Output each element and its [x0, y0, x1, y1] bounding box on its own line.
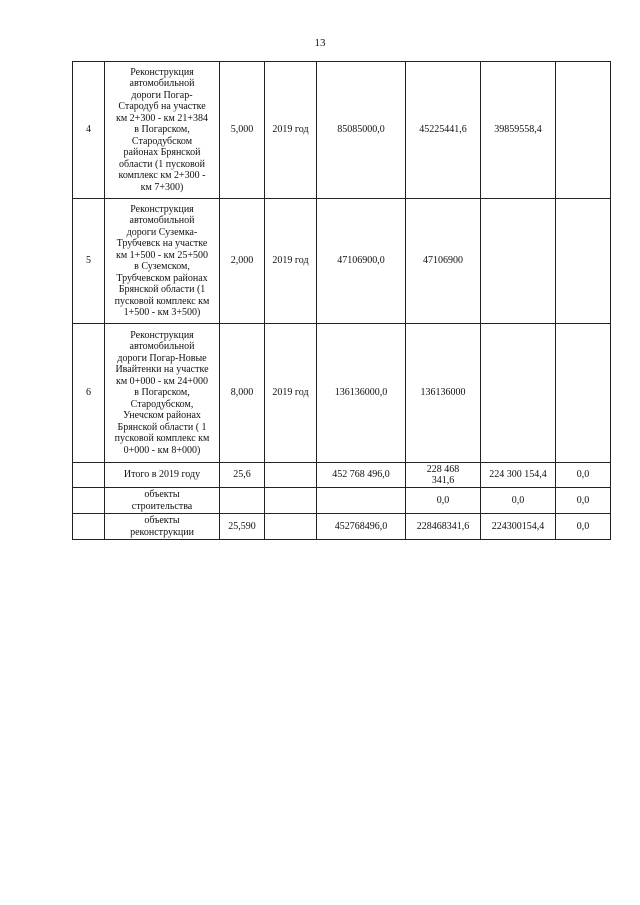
empty-cell: [220, 488, 265, 514]
year-cell: 2019 год: [265, 62, 317, 199]
empty-cell: [265, 514, 317, 540]
funding-3-cell: [556, 324, 611, 463]
length-cell: 8,000: [220, 324, 265, 463]
reconstruction-funding-2: 224300154,4: [481, 514, 556, 540]
road-reconstruction-table: [72, 61, 611, 540]
empty-cell: [73, 463, 105, 488]
funding-2-cell: [481, 324, 556, 463]
length-cell: 5,000: [220, 62, 265, 199]
object-name: Реконструкция автомобильной дороги Погар-Новые Ивайтенки на участке км 0+000 - км 24+000 в Погарском, Стародубском, Унечском районах Брянской области ( 1 пусковой комплекс км 0+000 - км 8+000): [105, 324, 220, 463]
page-number: 13: [314, 37, 326, 49]
funding-3-cell: [556, 199, 611, 324]
table-row: [73, 324, 611, 463]
reconstruction-funding-1: 228468341,6: [406, 514, 481, 540]
row-number: 5: [73, 199, 105, 324]
reconstruction-row: [73, 514, 611, 540]
construction-funding-3: 0,0: [556, 488, 611, 514]
funding-1-cell: 47106900: [406, 199, 481, 324]
funding-1-cell: 136136000: [406, 324, 481, 463]
empty-cell: [317, 488, 406, 514]
total-cost-cell: 85085000,0: [317, 62, 406, 199]
funding-2-cell: [481, 199, 556, 324]
funding-1-cell: 45225441,6: [406, 62, 481, 199]
totals-label: Итого в 2019 году: [105, 463, 220, 488]
total-cost-cell: 136136000,0: [317, 324, 406, 463]
reconstruction-funding-3: 0,0: [556, 514, 611, 540]
construction-funding-2: 0,0: [481, 488, 556, 514]
totals-funding-2: 224 300 154,4: [481, 463, 556, 488]
reconstruction-total-cost: 452768496,0: [317, 514, 406, 540]
construction-label: объекты строительства: [105, 488, 220, 514]
totals-length: 25,6: [220, 463, 265, 488]
table-row: [73, 199, 611, 324]
year-cell: 2019 год: [265, 199, 317, 324]
empty-cell: [265, 488, 317, 514]
length-cell: 2,000: [220, 199, 265, 324]
totals-total-cost: 452 768 496,0: [317, 463, 406, 488]
totals-funding-1: 228 468 341,6: [406, 463, 481, 488]
row-number: 6: [73, 324, 105, 463]
funding-3-cell: [556, 62, 611, 199]
funding-2-cell: 39859558,4: [481, 62, 556, 199]
construction-funding-1: 0,0: [406, 488, 481, 514]
reconstruction-length: 25,590: [220, 514, 265, 540]
row-number: 4: [73, 62, 105, 199]
empty-cell: [73, 488, 105, 514]
construction-row: [73, 488, 611, 514]
empty-cell: [265, 463, 317, 488]
totals-funding-3: 0,0: [556, 463, 611, 488]
total-cost-cell: 47106900,0: [317, 199, 406, 324]
empty-cell: [73, 514, 105, 540]
object-name: Реконструкция автомобильной дороги Суземка- Трубчевск на участке км 1+500 - км 25+500 в Суземском, Трубчевском районах Брянской области (1 пусковой комплекс км 1+500 - км 3+500): [105, 199, 220, 324]
year-cell: 2019 год: [265, 324, 317, 463]
reconstruction-label: объекты реконструкции: [105, 514, 220, 540]
totals-row: [73, 463, 611, 488]
table-row: [73, 62, 611, 199]
object-name: Реконструкция автомобильной дороги Погар- Стародуб на участке км 2+300 - км 21+384 в Погарском, Стародубском районах Брянской области (1 пусковой комплекс км 2+300 - км 7+300): [105, 62, 220, 199]
